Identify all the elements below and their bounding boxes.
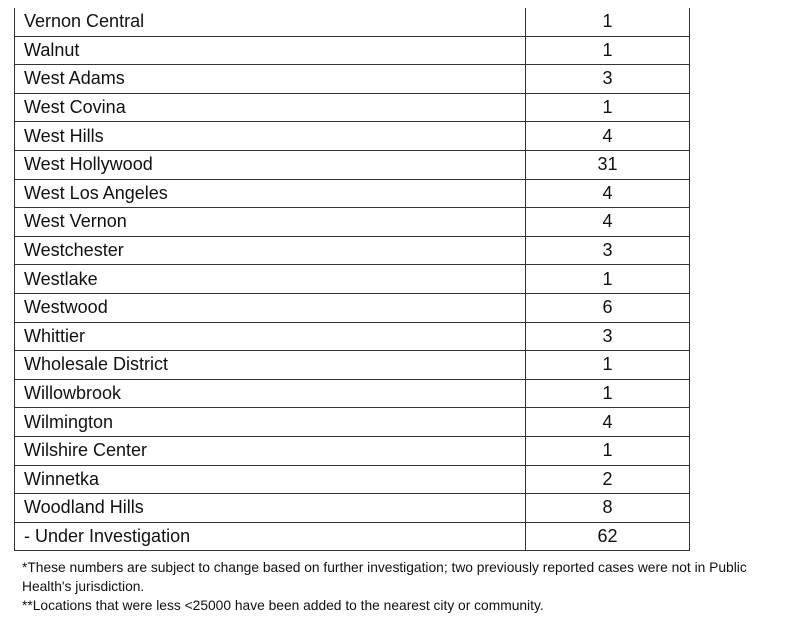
location-cell: Woodland Hills xyxy=(15,494,526,523)
location-cell: - Under Investigation xyxy=(15,522,526,551)
location-cell: West Hills xyxy=(15,122,526,151)
location-cell: Wilmington xyxy=(15,408,526,437)
case-count-cell: 1 xyxy=(526,36,690,65)
footnote-small-locations: **Locations that were less <25000 have been added to the nearest city or community. xyxy=(22,598,544,613)
case-count-cell: 1 xyxy=(526,8,690,36)
cases-by-location-table xyxy=(14,8,690,551)
table-row xyxy=(15,122,690,151)
table-row xyxy=(15,494,690,523)
case-count-cell: 3 xyxy=(526,236,690,265)
case-count-cell: 3 xyxy=(526,322,690,351)
location-cell: Walnut xyxy=(15,36,526,65)
table-row xyxy=(15,179,690,208)
cases-by-location-table-container xyxy=(14,8,689,551)
location-cell: Wholesale District xyxy=(15,351,526,380)
table-row xyxy=(15,351,690,380)
location-cell: West Hollywood xyxy=(15,150,526,179)
case-count-cell: 8 xyxy=(526,494,690,523)
case-count-cell: 2 xyxy=(526,465,690,494)
location-cell: Westwood xyxy=(15,293,526,322)
table-row xyxy=(15,150,690,179)
case-count-cell: 62 xyxy=(526,522,690,551)
case-count-cell: 4 xyxy=(526,122,690,151)
case-count-cell: 1 xyxy=(526,379,690,408)
table-row xyxy=(15,65,690,94)
case-count-cell: 4 xyxy=(526,408,690,437)
location-cell: Winnetka xyxy=(15,465,526,494)
case-count-cell: 1 xyxy=(526,351,690,380)
case-count-cell: 3 xyxy=(526,65,690,94)
location-cell: West Adams xyxy=(15,65,526,94)
table-row xyxy=(15,408,690,437)
case-count-cell: 1 xyxy=(526,265,690,294)
table-row xyxy=(15,322,690,351)
case-count-cell: 31 xyxy=(526,150,690,179)
case-count-cell: 4 xyxy=(526,208,690,237)
location-cell: Whittier xyxy=(15,322,526,351)
case-count-cell: 6 xyxy=(526,293,690,322)
location-cell: Westlake xyxy=(15,265,526,294)
location-cell: Vernon Central xyxy=(15,8,526,36)
table-row xyxy=(15,293,690,322)
case-count-cell: 1 xyxy=(526,436,690,465)
location-cell: Willowbrook xyxy=(15,379,526,408)
case-count-cell: 4 xyxy=(526,179,690,208)
table-row xyxy=(15,436,690,465)
table-row xyxy=(15,236,690,265)
table-row xyxy=(15,522,690,551)
location-cell: Westchester xyxy=(15,236,526,265)
footnote-subject-to-change: *These numbers are subject to change based on further investigation; two previously reported cases were not in Public Health's jurisdiction. xyxy=(22,560,747,594)
table-row xyxy=(15,265,690,294)
location-cell: West Vernon xyxy=(15,208,526,237)
table-row xyxy=(15,379,690,408)
location-cell: Wilshire Center xyxy=(15,436,526,465)
table-row xyxy=(15,8,690,36)
table-row xyxy=(15,465,690,494)
location-cell: West Los Angeles xyxy=(15,179,526,208)
table-row xyxy=(15,93,690,122)
table-row xyxy=(15,36,690,65)
table-row xyxy=(15,208,690,237)
footnotes xyxy=(22,558,797,615)
case-count-cell: 1 xyxy=(526,93,690,122)
location-cell: West Covina xyxy=(15,93,526,122)
